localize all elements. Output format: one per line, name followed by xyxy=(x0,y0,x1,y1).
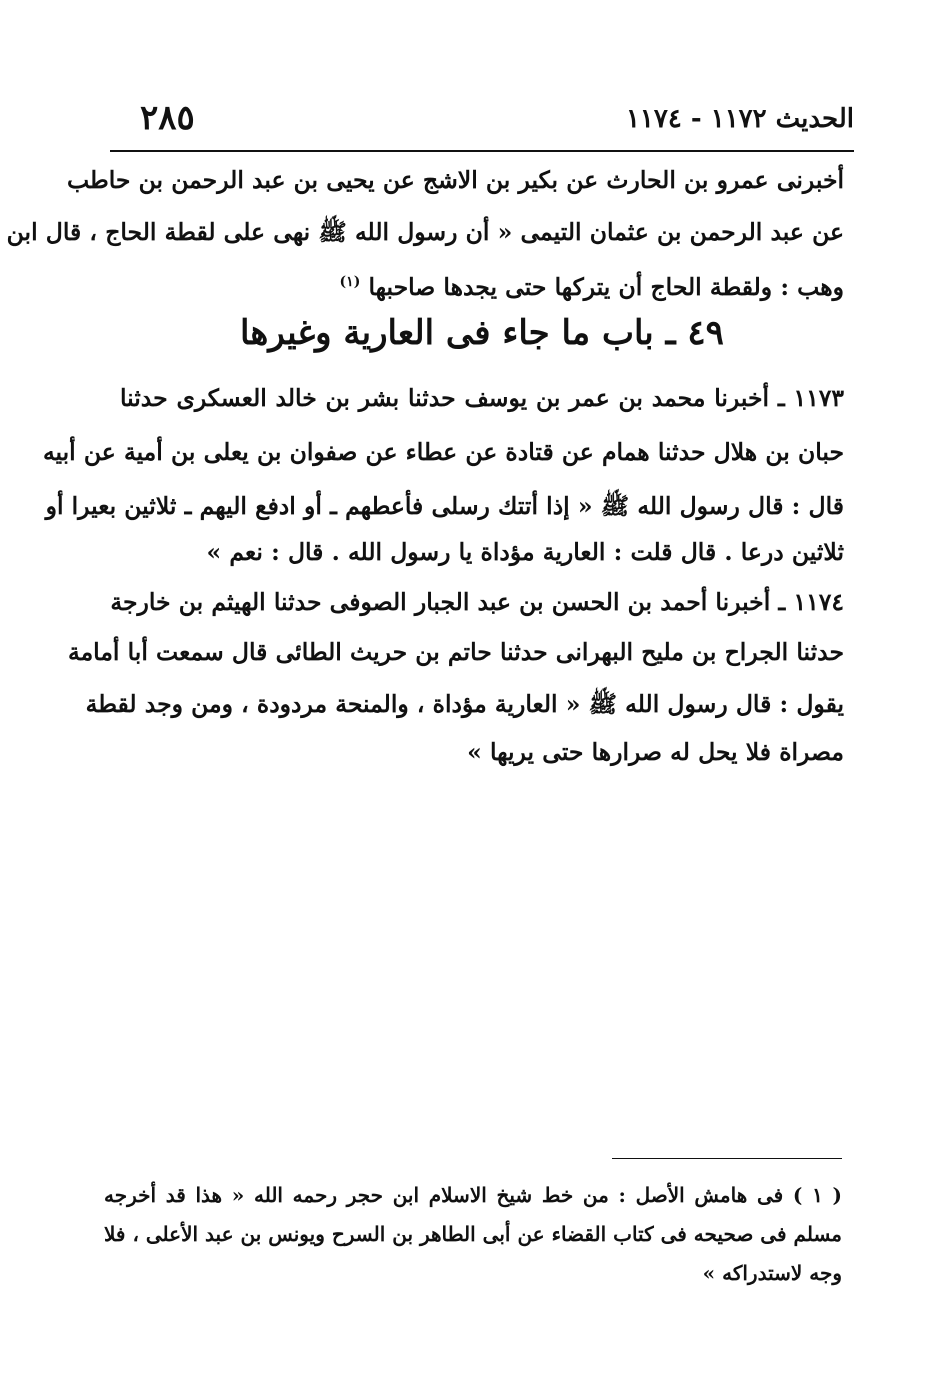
running-title: الحديث ١١٧٢ - ١١٧٤ xyxy=(625,104,854,134)
body-line: حدثنا الجراح بن مليح البهرانى حدثنا حاتم بن حريث الطائى قال سمعت أبا أمامة xyxy=(68,638,844,666)
body-line: أخبرنى عمرو بن الحارث عن بكير بن الاشج عن يحيى بن عبد الرحمن بن حاطب xyxy=(66,166,844,194)
body-line: ثلاثين درعا . قال قلت : العارية مؤداة يا رسول الله . قال : نعم » xyxy=(206,538,844,566)
body-line: ١١٧٤ ـ أخبرنا أحمد بن الحسن بن عبد الجبار الصوفى حدثنا الهيثم بن خارجة xyxy=(110,588,844,616)
page-header xyxy=(118,98,854,148)
body-line xyxy=(120,262,844,307)
body-line: يقول : قال رسول الله ﷺ « العارية مؤداة ، والمنحة مردودة ، ومن وجد لقطة xyxy=(85,690,844,718)
body-line: حبان بن هلال حدثنا همام عن قتادة عن عطاء عن صفوان بن يعلى بن أمية عن أبيه xyxy=(42,438,844,466)
body-line-text: وهب : ولقطة الحاج أن يتركها حتى يجدها صاحبها xyxy=(368,272,844,301)
page-number: ٢٨٥ xyxy=(140,98,195,138)
header-rule xyxy=(110,150,854,152)
footnote-rule xyxy=(612,1158,842,1159)
chapter-heading: ٤٩ ـ باب ما جاء فى العارية وغيرها xyxy=(240,313,724,353)
body-line: ١١٧٣ ـ أخبرنا محمد بن عمر بن يوسف حدثنا بشر بن خالد العسكرى حدثنا xyxy=(120,384,844,412)
footnote-line: وجه لاستدراكه » xyxy=(702,1261,842,1285)
footnote-line: مسلم فى صحيحه فى كتاب القضاء عن أبى الطاهر بن السرح ويونس بن عبد الأعلى ، فلا xyxy=(104,1222,842,1246)
footnote-line: ( ١ ) فى هامش الأصل : من خط شيخ الاسلام ابن حجر رحمه الله « هذا قد أخرجه xyxy=(104,1183,842,1207)
body-line: مصراة فلا يحل له صرارها حتى يريها » xyxy=(467,738,844,766)
body-line: قال : قال رسول الله ﷺ « إذا أتتك رسلى فأعطهم ـ أو ادفع اليهم ـ ثلاثين بعيرا أو xyxy=(45,492,844,520)
body-line: عن عبد الرحمن بن عثمان التيمى « أن رسول الله ﷺ نهى على لقطة الحاج ، قال ابن xyxy=(6,218,844,246)
footnote-ref: (١) xyxy=(339,274,361,290)
